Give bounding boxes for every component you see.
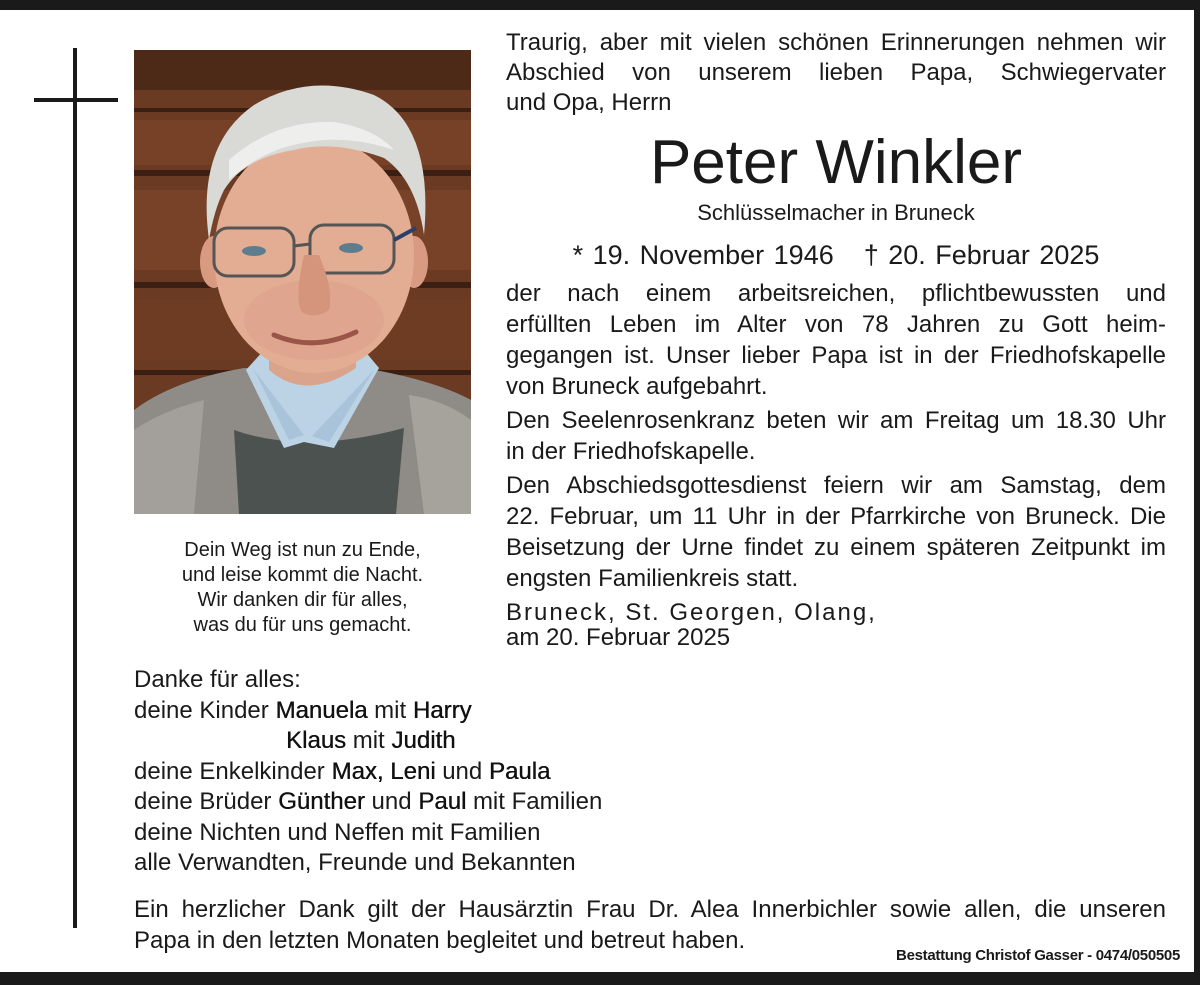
poem-line: Dein Weg ist nun zu Ende, bbox=[184, 539, 421, 561]
poem-line: und leise kommt die Nacht. bbox=[181, 564, 424, 586]
intro-line: Abschied von unserem lieben Papa, Schwiegervater bbox=[506, 59, 1166, 86]
brother-name: Günther bbox=[278, 788, 365, 815]
brothers-row bbox=[134, 787, 754, 818]
text-line: 22. Februar, um 11 Uhr in der Pfarrkirche von Bruneck. Die bbox=[506, 503, 1166, 530]
intro-line: Traurig, aber mit vielen schönen Erinnerungen nehmen wir bbox=[506, 29, 1166, 56]
deceased-name: Peter Winkler bbox=[649, 128, 1023, 197]
intro-line: und Opa, Herrn bbox=[506, 89, 672, 116]
thanks-heading: Danke für alles: bbox=[134, 666, 301, 693]
partner-name: Judith bbox=[391, 727, 456, 754]
grandchildren-prefix: deine Enkelkinder bbox=[134, 757, 325, 785]
text-line: erfüllten Leben im Alter von 78 Jahren zu Gott heim- bbox=[506, 311, 1166, 338]
life-dates bbox=[506, 238, 1166, 272]
connector: und bbox=[371, 788, 412, 815]
grandchild-names: Max, Leni bbox=[331, 757, 436, 785]
children-row bbox=[134, 726, 754, 757]
poem-line: was du für uns gemacht. bbox=[193, 614, 412, 636]
place: Bruneck, St. Georgen, Olang, bbox=[506, 599, 877, 626]
grandchild-name: Paula bbox=[488, 757, 551, 785]
connector: mit bbox=[374, 696, 407, 724]
brothers-suffix: mit Familien bbox=[472, 788, 603, 815]
text-line: in der Friedhofskapelle. bbox=[506, 438, 756, 465]
connector: mit bbox=[352, 727, 385, 754]
death-date: † 20. Februar 2025 bbox=[863, 240, 1100, 270]
text-line: Beisetzung der Urne findet zu einem späteren Zeitpunkt im bbox=[506, 534, 1166, 561]
paragraph-rosary bbox=[506, 405, 1166, 467]
text-line: von Bruneck aufgebahrt. bbox=[506, 373, 768, 400]
children-prefix: deine Kinder bbox=[134, 696, 269, 724]
children-row bbox=[134, 696, 754, 727]
brothers-prefix: deine Brüder bbox=[134, 788, 272, 815]
text-line: engsten Familienkreis statt. bbox=[506, 565, 799, 592]
text-line: Den Abschiedsgottesdienst feiern wir am Samstag, dem bbox=[506, 472, 1166, 499]
text-line: Ein herzlicher Dank gilt der Hausärztin Frau Dr. Alea Innerbichler sowie allen, die unseren bbox=[134, 896, 1166, 923]
child-name: Manuela bbox=[275, 696, 368, 724]
poem-line: Wir danken dir für alles, bbox=[197, 589, 408, 611]
place-date: am 20. Februar 2025 bbox=[506, 624, 731, 651]
grandchildren-row bbox=[134, 757, 754, 788]
place-and-date bbox=[506, 597, 1166, 653]
family-thanks bbox=[134, 665, 754, 879]
poem bbox=[134, 538, 471, 638]
text-line: Papa in den letzten Monaten begleitet und betreut haben. bbox=[134, 927, 746, 954]
birth-date: * 19. November 1946 bbox=[572, 240, 834, 270]
portrait-photo bbox=[134, 50, 471, 514]
paragraph-service bbox=[506, 470, 1166, 594]
undertaker-credit: Bestattung Christof Gasser - 0474/050505 bbox=[896, 947, 1180, 964]
brother-name: Paul bbox=[418, 788, 467, 815]
announcement-body bbox=[506, 278, 1166, 656]
text-line: der nach einem arbeitsreichen, pflichtbewussten und bbox=[506, 280, 1166, 307]
child-name: Klaus bbox=[286, 727, 347, 754]
paragraph-life bbox=[506, 278, 1166, 402]
nieces-row: deine Nichten und Neffen mit Familien bbox=[134, 818, 541, 846]
text-line: gegangen ist. Unser lieber Papa ist in der Friedhofskapelle bbox=[506, 342, 1166, 369]
obituary-notice bbox=[0, 10, 1194, 972]
cross-horizontal-bar bbox=[34, 98, 118, 102]
connector: und bbox=[442, 757, 483, 785]
intro-text bbox=[506, 28, 1166, 118]
relatives-row: alle Verwandten, Freunde und Bekannten bbox=[134, 849, 576, 876]
text-line: Den Seelenrosenkranz beten wir am Freitag um 18.30 Uhr bbox=[506, 407, 1166, 434]
cross-vertical-bar bbox=[73, 48, 77, 928]
occupation: Schlüsselmacher in Bruneck bbox=[697, 200, 975, 225]
partner-name: Harry bbox=[412, 696, 472, 724]
